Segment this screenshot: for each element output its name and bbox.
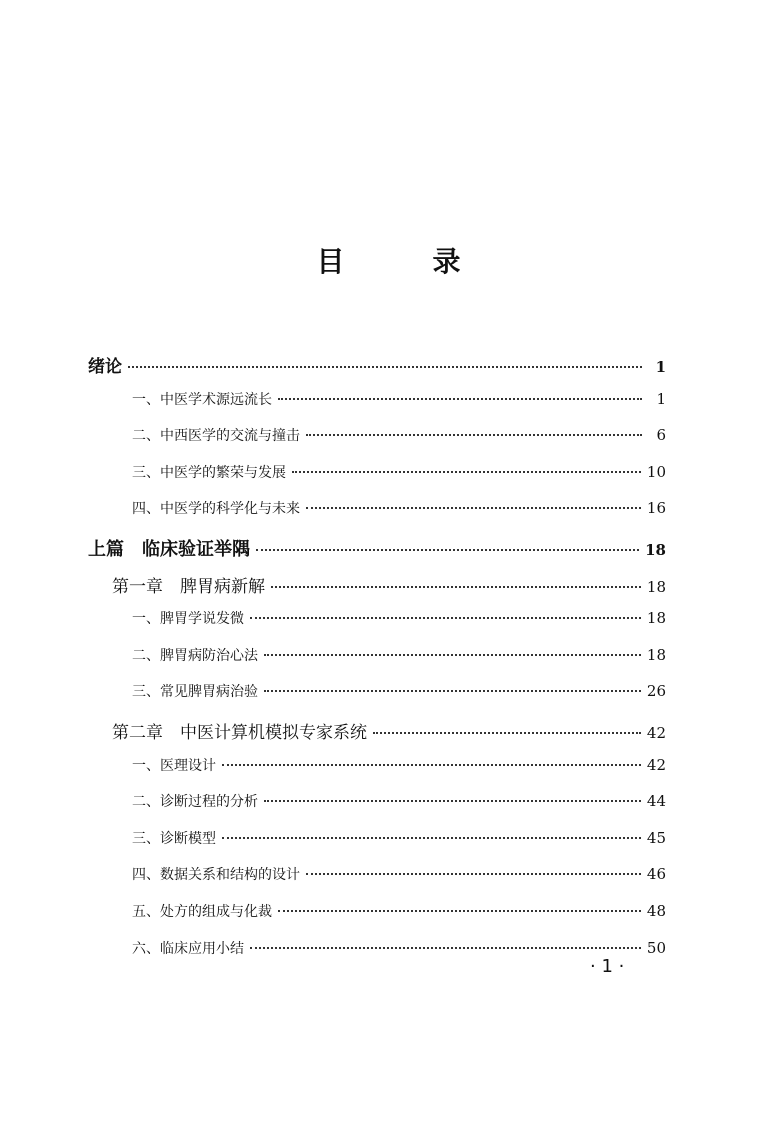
toc-entry-page: 26 — [646, 682, 666, 701]
toc-entry[interactable] — [88, 425, 666, 462]
toc-entry-page: 45 — [646, 828, 666, 847]
dot-leader — [373, 731, 641, 734]
toc-entry-page: 1 — [656, 389, 666, 408]
dot-leader — [264, 653, 641, 656]
dot-leader — [306, 506, 641, 509]
dot-leader — [250, 616, 641, 619]
toc-entry-page: 18 — [646, 577, 666, 596]
dot-leader — [222, 763, 641, 766]
toc-entry-page: 42 — [646, 723, 666, 742]
toc-entry-label: 四、数据关系和结构的设计 — [132, 867, 300, 884]
toc-entry-label: 一、中医学术源远流长 — [132, 391, 272, 408]
toc-entry-page: 50 — [646, 938, 666, 957]
toc-entry[interactable] — [88, 462, 666, 499]
dot-leader — [306, 872, 641, 875]
toc-entry[interactable] — [88, 901, 666, 938]
toc-entry-page: 46 — [646, 865, 666, 884]
toc-entry-label: 三、诊断模型 — [132, 830, 216, 847]
toc-entry-label: 六、临床应用小结 — [132, 940, 244, 957]
toc-entry[interactable] — [88, 498, 666, 535]
toc-entry-page: 18 — [646, 645, 666, 664]
toc-entry[interactable] — [88, 681, 666, 718]
toc-entry-label: 三、常见脾胃病治验 — [132, 684, 258, 701]
toc-entry-label: 第二章 中医计算机模拟专家系统 — [112, 722, 367, 743]
toc-entry[interactable] — [88, 938, 666, 975]
toc-entry-label: 五、处方的组成与化裁 — [132, 903, 272, 920]
toc-entry[interactable] — [88, 828, 666, 865]
toc-entry[interactable] — [88, 791, 666, 828]
dot-leader — [222, 836, 641, 839]
toc-entry[interactable] — [88, 864, 666, 901]
toc-entry-page: 18 — [646, 609, 666, 628]
toc-entry[interactable] — [88, 645, 666, 682]
toc-entry-page: 6 — [656, 426, 666, 445]
toc-entry-page: 44 — [646, 792, 666, 811]
dot-leader — [278, 397, 642, 400]
page-title: 目 录 — [316, 245, 491, 278]
toc-entry-label: 一、脾胃学说发微 — [132, 611, 244, 628]
dot-leader — [128, 365, 642, 368]
toc-entry-label: 绪论 — [88, 357, 122, 377]
dot-leader — [306, 433, 642, 436]
toc-entry-page: 1 — [655, 358, 666, 376]
toc-entry-page: 18 — [645, 540, 666, 559]
toc-entry-label: 三、中医学的繁荣与发展 — [132, 464, 286, 481]
toc-entry-part[interactable] — [88, 535, 666, 572]
dot-leader — [292, 470, 641, 473]
toc-entry-label: 二、脾胃病防治心法 — [132, 647, 258, 664]
toc-entry-label: 上篇 临床验证举隅 — [88, 538, 250, 560]
toc-entry-page: 42 — [646, 755, 666, 774]
toc-entry-label: 第一章 脾胃病新解 — [112, 576, 265, 597]
toc-entry-chapter[interactable] — [88, 718, 666, 755]
toc-entry-label: 二、诊断过程的分析 — [132, 794, 258, 811]
toc-entry-label: 四、中医学的科学化与未来 — [132, 501, 300, 518]
toc-entry-page: 16 — [646, 499, 666, 518]
toc-entry[interactable] — [88, 389, 666, 426]
toc-entry-intro[interactable] — [88, 352, 666, 389]
toc-entry-page: 10 — [646, 462, 666, 481]
toc-entry[interactable] — [88, 608, 666, 645]
dot-leader — [264, 689, 641, 692]
page-number: · 1 · — [590, 956, 625, 977]
dot-leader — [264, 799, 641, 802]
toc-entry-label: 二、中西医学的交流与撞击 — [132, 428, 300, 445]
dot-leader — [250, 946, 641, 949]
toc-entry[interactable] — [88, 755, 666, 792]
toc-entry-page: 48 — [646, 901, 666, 920]
table-of-contents — [88, 352, 666, 974]
dot-leader — [271, 585, 641, 588]
dot-leader — [278, 909, 641, 912]
dot-leader — [256, 548, 639, 551]
toc-entry-label: 一、医理设计 — [132, 757, 216, 774]
toc-entry-chapter[interactable] — [88, 572, 666, 609]
